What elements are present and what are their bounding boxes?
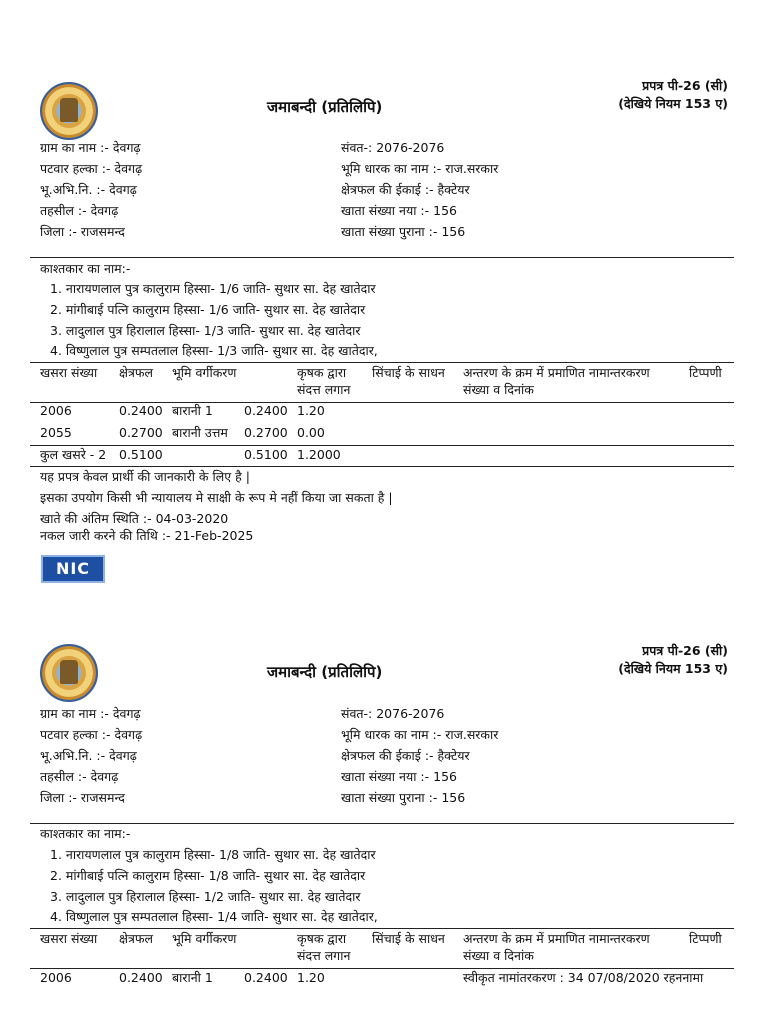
class-area: 0.2400 <box>244 403 288 418</box>
district: जिला :- राजसमन्द <box>40 224 125 239</box>
col-header-remark: टिप्पणी <box>689 365 722 380</box>
col-header-mutation-line2: संख्या व दिनांक <box>463 948 534 963</box>
divider <box>30 466 734 467</box>
divider <box>30 823 734 824</box>
khasra-number: 2006 <box>40 970 72 985</box>
account-number-new: खाता संख्या नया :- 156 <box>341 203 457 218</box>
col-header-rent: कृषक द्वारा <box>297 931 347 946</box>
patwar-circle: पटवार हल्का :- देवगढ़ <box>40 727 143 742</box>
col-header-khasra: खसरा संख्या <box>40 365 98 380</box>
divider <box>30 362 734 363</box>
rent-value: 0.00 <box>297 425 325 440</box>
area-value: 0.2400 <box>119 970 163 985</box>
col-header-mutation: अन्तरण के क्रम में प्रमाणित नामान्तरकरण <box>463 931 650 946</box>
mutation-entry: स्वीकृत नामांतरकरण : 34 07/08/2020 रहननामा <box>463 970 704 985</box>
tehsil: तहसील :- देवगढ़ <box>40 203 119 218</box>
land-holder-name: भूमि धारक का नाम :- राज.सरकार <box>341 727 499 742</box>
government-emblem-icon <box>40 82 98 140</box>
col-header-remark: टिप्पणी <box>689 931 722 946</box>
land-record-inspector: भू.अभि.नि. :- देवगढ़ <box>40 182 137 197</box>
area-unit: क्षेत्रफल की ईकाई :- हैक्टेयर <box>341 748 470 763</box>
government-emblem-icon <box>40 644 98 702</box>
class-area: 0.2400 <box>244 970 288 985</box>
cultivator-item: 3. लादुलाल पुत्र हिरालाल हिस्सा- 1/3 जाति- सुथार सा. देह खातेदार <box>50 323 361 338</box>
cultivator-item: 2. मांगीबाई पत्नि कालुराम हिस्सा- 1/6 जाति- सुथार सा. देह खातेदार <box>50 302 366 317</box>
total-rent: 1.2000 <box>297 447 341 462</box>
tehsil: तहसील :- देवगढ़ <box>40 769 119 784</box>
cultivator-item: 3. लादुलाल पुत्र हिरालाल हिस्सा- 1/2 जाति- सुथार सा. देह खातेदार <box>50 889 361 904</box>
rent-value: 1.20 <box>297 970 325 985</box>
form-number: प्रपत्र पी-26 (सी) <box>642 78 728 93</box>
col-header-khasra: खसरा संख्या <box>40 931 98 946</box>
col-header-land-class: भूमि वर्गीकरण <box>172 365 237 380</box>
rent-value: 1.20 <box>297 403 325 418</box>
page-title: जमाबन्दी (प्रतिलिपि) <box>267 663 383 681</box>
total-area: 0.5100 <box>119 447 163 462</box>
col-header-irrigation: सिंचाई के साधन <box>372 365 445 380</box>
total-class-area: 0.5100 <box>244 447 288 462</box>
account-number-old: खाता संख्या पुराना :- 156 <box>341 790 466 805</box>
divider <box>30 257 734 258</box>
total-label: कुल खसरे - 2 <box>40 447 107 462</box>
land-class: बारानी उत्तम <box>172 425 228 440</box>
col-header-rent-line2: संदत्त लगान <box>297 382 351 397</box>
col-header-land-class: भूमि वर्गीकरण <box>172 931 237 946</box>
col-header-mutation-line2: संख्या व दिनांक <box>463 382 534 397</box>
col-header-area: क्षेत्रफल <box>119 365 153 380</box>
form-number: प्रपत्र पी-26 (सी) <box>642 643 728 658</box>
col-header-mutation: अन्तरण के क्रम में प्रमाणित नामान्तरकरण <box>463 365 650 380</box>
cultivator-item: 4. विष्णुलाल पुत्र सम्पतलाल हिस्सा- 1/3 जाति- सुथार सा. देह खातेदार, <box>50 343 378 358</box>
patwar-circle: पटवार हल्का :- देवगढ़ <box>40 161 143 176</box>
rule-reference: (देखिये नियम 153 ए) <box>618 661 728 676</box>
account-number-new: खाता संख्या नया :- 156 <box>341 769 457 784</box>
cultivator-heading: काश्तकार का नाम:- <box>40 261 131 276</box>
land-record-inspector: भू.अभि.नि. :- देवगढ़ <box>40 748 137 763</box>
col-header-rent: कृषक द्वारा <box>297 365 347 380</box>
samvat: संवत-: 2076-2076 <box>341 140 445 155</box>
khasra-number: 2006 <box>40 403 72 418</box>
account-final-status: खाते की अंतिम स्थिति :- 04-03-2020 <box>40 511 229 526</box>
cultivator-item: 2. मांगीबाई पत्नि कालुराम हिस्सा- 1/8 जाति- सुथार सा. देह खातेदार <box>50 868 366 883</box>
col-header-area: क्षेत्रफल <box>119 931 153 946</box>
area-unit: क्षेत्रफल की ईकाई :- हैक्टेयर <box>341 182 470 197</box>
khasra-number: 2055 <box>40 425 72 440</box>
land-class: बारानी 1 <box>172 403 213 418</box>
district: जिला :- राजसमन्द <box>40 790 125 805</box>
nic-logo: NIC <box>41 555 105 583</box>
cultivator-item: 1. नारायणलाल पुत्र कालुराम हिस्सा- 1/6 जाति- सुथार सा. देह खातेदार <box>50 281 376 296</box>
land-holder-name: भूमि धारक का नाम :- राज.सरकार <box>341 161 499 176</box>
divider <box>30 968 734 969</box>
cultivator-heading: काश्तकार का नाम:- <box>40 826 131 841</box>
copy-issue-date: नकल जारी करने की तिथि :- 21-Feb-2025 <box>40 528 254 543</box>
note-info-only: यह प्रपत्र केवल प्रार्थी की जानकारी के लिए है | <box>40 469 250 484</box>
land-class: बारानी 1 <box>172 970 213 985</box>
samvat: संवत-: 2076-2076 <box>341 706 445 721</box>
note-not-evidence: इसका उपयोग किसी भी न्यायालय मे साक्षी के रूप मे नहीं किया जा सकता है | <box>40 490 393 505</box>
col-header-irrigation: सिंचाई के साधन <box>372 931 445 946</box>
page-title: जमाबन्दी (प्रतिलिपि) <box>267 98 383 116</box>
village-name: ग्राम का नाम :- देवगढ़ <box>40 140 141 155</box>
area-value: 0.2400 <box>119 403 163 418</box>
cultivator-item: 4. विष्णुलाल पुत्र सम्पतलाल हिस्सा- 1/4 जाति- सुथार सा. देह खातेदार, <box>50 909 378 924</box>
rule-reference: (देखिये नियम 153 ए) <box>618 96 728 111</box>
village-name: ग्राम का नाम :- देवगढ़ <box>40 706 141 721</box>
account-number-old: खाता संख्या पुराना :- 156 <box>341 224 466 239</box>
cultivator-item: 1. नारायणलाल पुत्र कालुराम हिस्सा- 1/8 जाति- सुथार सा. देह खातेदार <box>50 847 376 862</box>
divider <box>30 445 734 446</box>
class-area: 0.2700 <box>244 425 288 440</box>
divider <box>30 928 734 929</box>
area-value: 0.2700 <box>119 425 163 440</box>
col-header-rent-line2: संदत्त लगान <box>297 948 351 963</box>
